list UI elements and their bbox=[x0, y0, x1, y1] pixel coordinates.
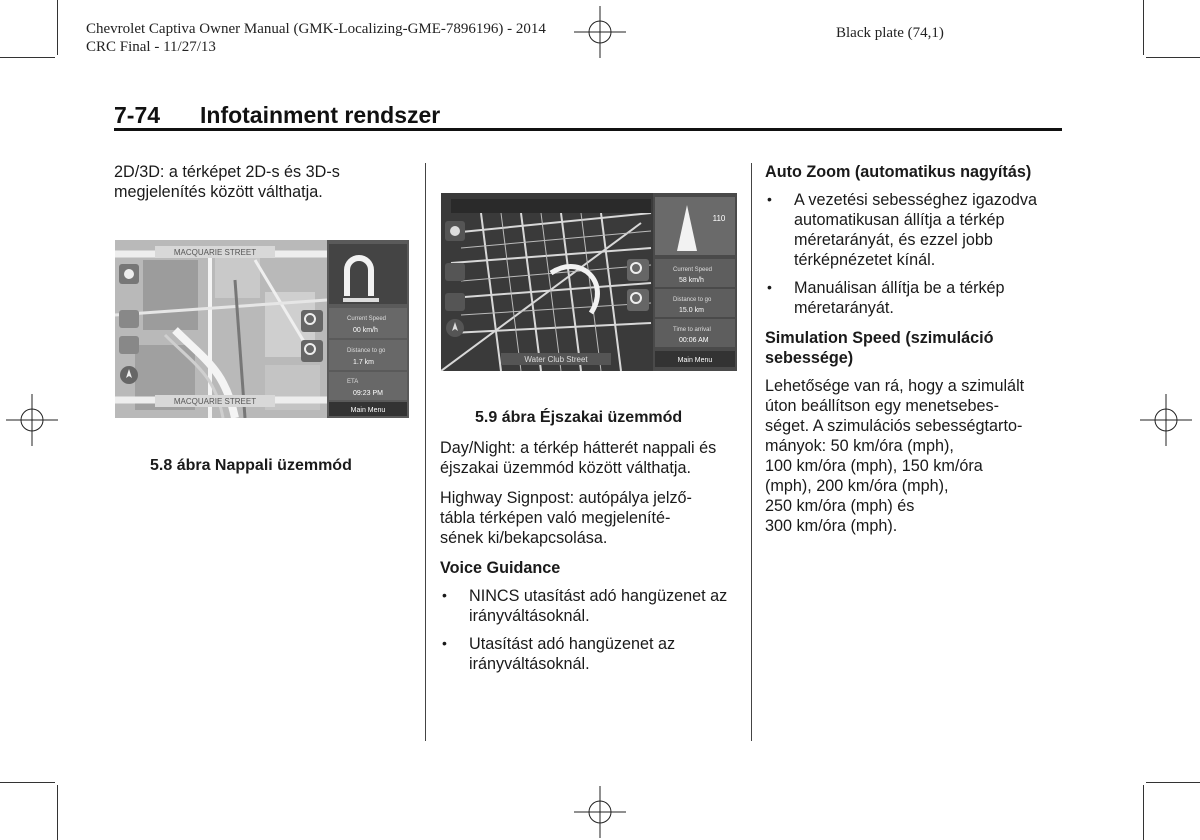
registration-mark-bottom bbox=[574, 786, 626, 838]
highway-line: sének ki/bekapcsolása. bbox=[440, 529, 608, 547]
crop-mark bbox=[0, 57, 55, 58]
night-panel-label: Distance to go bbox=[673, 297, 712, 303]
day-night-text: Day/Night: a térkép hátterét nappali és éjszakai üzemmód között válthatja. bbox=[440, 439, 717, 477]
registration-mark-left bbox=[6, 394, 58, 446]
street-label-mid: MACQUARIE STREET bbox=[173, 397, 257, 406]
night-panel-value: 00:06 AM bbox=[679, 337, 709, 344]
column-divider bbox=[751, 163, 752, 741]
day-map-image bbox=[115, 240, 409, 418]
manual-line: Chevrolet Captiva Owner Manual (GMK-Localizing-GME-7896196) - 2014 bbox=[86, 21, 546, 37]
day-panel-label: Current Speed bbox=[347, 316, 387, 322]
manual-info bbox=[86, 20, 546, 56]
night-map-figure bbox=[441, 193, 737, 371]
list-item-text: NINCS utasítást adó hangüzenet az irányváltásoknál. bbox=[469, 587, 728, 625]
registration-mark-right bbox=[1140, 394, 1192, 446]
night-panel-label: Time to arrival bbox=[673, 327, 711, 333]
list-item bbox=[765, 278, 1063, 318]
night-panel-label: Current Speed bbox=[673, 267, 713, 273]
sim-line: (mph), 200 km/óra (mph), bbox=[765, 477, 949, 495]
day-map-figure bbox=[115, 240, 409, 418]
bullet-icon: • bbox=[767, 279, 772, 295]
right-column bbox=[765, 162, 1063, 546]
voice-guidance-list bbox=[440, 586, 742, 674]
crop-mark bbox=[57, 0, 58, 55]
simulation-speed-text bbox=[765, 376, 1063, 536]
night-panel-value: 15.0 km bbox=[679, 307, 704, 314]
list-item-text: Utasítást adó hangüzenet az irányváltásoknál. bbox=[469, 635, 676, 673]
day-main-menu: Main Menu bbox=[350, 407, 386, 414]
crop-mark bbox=[1146, 782, 1200, 783]
sim-line: 250 km/óra (mph) és bbox=[765, 497, 915, 515]
night-speed-badge: 110 bbox=[712, 214, 726, 223]
sim-line: Lehetősége van rá, hogy a szimulált bbox=[765, 377, 1025, 395]
bullet-icon: • bbox=[442, 635, 447, 651]
registration-mark-top bbox=[574, 6, 626, 58]
list-item bbox=[765, 190, 1063, 270]
highway-line: tábla térképen való megjeleníté- bbox=[440, 509, 671, 527]
highway-line: Highway Signpost: autópálya jelző- bbox=[440, 489, 692, 507]
night-panel-value: 58 km/h bbox=[679, 277, 704, 284]
street-label-top: MACQUARIE STREET bbox=[173, 248, 257, 257]
crop-mark bbox=[57, 785, 58, 840]
voice-guidance-heading: Voice Guidance bbox=[440, 559, 561, 577]
page-title: Infotainment rendszer bbox=[200, 102, 441, 128]
crc-line: CRC Final - 11/27/13 bbox=[86, 39, 216, 55]
plate-label: Black plate (74,1) bbox=[836, 25, 944, 41]
simulation-speed-heading: Simulation Speed (szimuláció sebessége) bbox=[765, 329, 994, 367]
sim-line: séget. A szimulációs sebességtarto- bbox=[765, 417, 1023, 435]
night-map-image bbox=[441, 193, 737, 371]
day-panel-value: 00 km/h bbox=[353, 327, 378, 334]
auto-zoom-list bbox=[765, 190, 1063, 318]
figure-caption-night: 5.9 ábra Éjszakai üzemmód bbox=[475, 409, 683, 426]
list-item bbox=[440, 586, 742, 626]
day-panel-label: Distance to go bbox=[347, 348, 386, 354]
middle-column bbox=[440, 438, 742, 684]
page-number: 7-74 bbox=[114, 102, 161, 128]
day-panel-value: 09:23 PM bbox=[353, 390, 383, 397]
intro-2d3d: 2D/3D: a térképet 2D-s és 3D-s megjelenítés között válthatja. bbox=[114, 163, 340, 201]
sim-line: mányok: 50 km/óra (mph), bbox=[765, 437, 954, 455]
column-divider bbox=[425, 163, 426, 741]
bullet-icon: • bbox=[442, 587, 447, 603]
crop-mark bbox=[1143, 785, 1144, 840]
crop-mark bbox=[0, 782, 55, 783]
list-item-text: Manuálisan állítja be a térkép méretarányát. bbox=[794, 279, 1005, 317]
day-panel-label: ETA bbox=[347, 379, 359, 385]
sim-line: 300 km/óra (mph). bbox=[765, 517, 898, 535]
crop-mark bbox=[1143, 0, 1144, 55]
night-main-menu: Main Menu bbox=[677, 357, 713, 364]
auto-zoom-heading: Auto Zoom (automatikus nagyítás) bbox=[765, 163, 1032, 181]
heading-rule bbox=[114, 128, 1062, 131]
day-panel-value: 1.7 km bbox=[353, 359, 375, 366]
highway-signpost-text bbox=[440, 488, 742, 548]
left-column bbox=[114, 162, 404, 212]
figure-caption-day: 5.8 ábra Nappali üzemmód bbox=[150, 457, 352, 474]
list-item bbox=[440, 634, 742, 674]
list-item-text: A vezetési sebességhez igazodva automatikusan állítja a térkép méretarányát, és ezzel jobb térképnézetet kínál. bbox=[794, 191, 1037, 269]
sim-line: úton beállítson egy menetsebes- bbox=[765, 397, 999, 415]
crop-mark bbox=[1146, 57, 1200, 58]
street-label-bottom: Water Club Street bbox=[524, 355, 588, 364]
sim-line: 100 km/óra (mph), 150 km/óra bbox=[765, 457, 983, 475]
bullet-icon: • bbox=[767, 191, 772, 207]
